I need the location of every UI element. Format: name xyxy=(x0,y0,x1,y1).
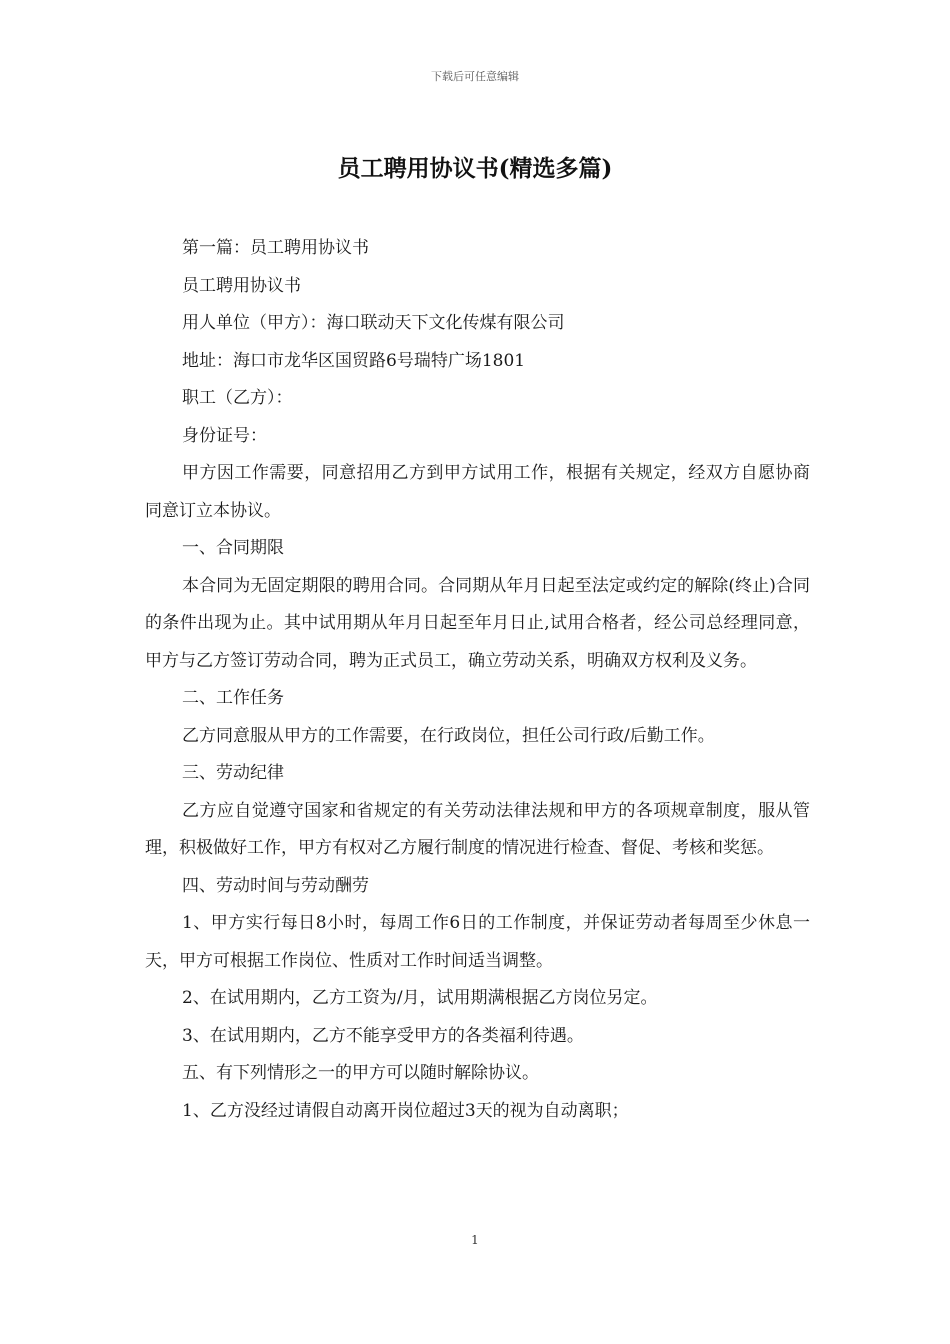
paragraph-heading-discipline: 三、劳动纪律 xyxy=(182,763,284,783)
paragraph-heading-term: 一、合同期限 xyxy=(182,538,284,558)
paragraph-termination-item-1: 1、乙方没经过请假自动离开岗位超过3天的视为自动离职； xyxy=(182,1100,629,1121)
paragraph-hours-item-2: 2、在试用期内，乙方工资为/月，试用期满根据乙方岗位另定。 xyxy=(182,988,658,1008)
paragraph-hours-item-1: 1、甲方实行每日8小时，每周工作6日的工作制度，并保证劳动者每周至少休息一天，甲方可根据工作岗位、性质对工作时间适当调整。 xyxy=(145,913,810,971)
document-title: 员工聘用协议书(精选多篇) xyxy=(337,155,613,182)
paragraph-discipline-body: 乙方应自觉遵守国家和省规定的有关劳动法律法规和甲方的各项规章制度，服从管理，积极做好工作，甲方有权对乙方履行制度的情况进行检查、督促、考核和奖惩。 xyxy=(145,800,810,858)
page-number: 1 xyxy=(471,1233,479,1247)
header-note: 下载后可任意编辑 xyxy=(431,70,519,83)
paragraph-subtitle: 员工聘用协议书 xyxy=(182,275,301,296)
paragraph-hours-item-3: 3、在试用期内，乙方不能享受甲方的各类福利待遇。 xyxy=(182,1025,584,1046)
paragraph-tasks-body: 乙方同意服从甲方的工作需要，在行政岗位，担任公司行政/后勤工作。 xyxy=(182,725,715,746)
paragraph-heading-termination: 五、有下列情形之一的甲方可以随时解除协议。 xyxy=(182,1063,539,1083)
paragraph-intro: 甲方因工作需要，同意招用乙方到甲方试用工作，根据有关规定，经双方自愿协商同意订立本协议。 xyxy=(145,463,810,521)
paragraph-term-body: 本合同为无固定期限的聘用合同。合同期从年月日起至法定或约定的解除(终止)合同的条件出现为止。其中试用期从年月日起至年月日止,试用合格者，经公司总经理同意，甲方与乙方签订劳动合同，聘为正式员工，确立劳动关系，明确双方权利及义务。 xyxy=(145,575,810,671)
paragraph-employer: 用人单位（甲方）：海口联动天下文化传煤有限公司 xyxy=(182,313,565,333)
paragraph-heading-tasks: 二、工作任务 xyxy=(182,688,284,708)
paragraph-employee: 职工（乙方）： xyxy=(182,388,293,408)
paragraph-heading-hours-pay: 四、劳动时间与劳动酬劳 xyxy=(182,875,369,896)
paragraph-address: 地址：海口市龙华区国贸路6号瑞特广场1801 xyxy=(182,350,526,371)
paragraph-section-heading: 第一篇：员工聘用协议书 xyxy=(182,238,369,258)
paragraph-id-number: 身份证号： xyxy=(182,425,267,446)
document-body xyxy=(145,230,810,1130)
